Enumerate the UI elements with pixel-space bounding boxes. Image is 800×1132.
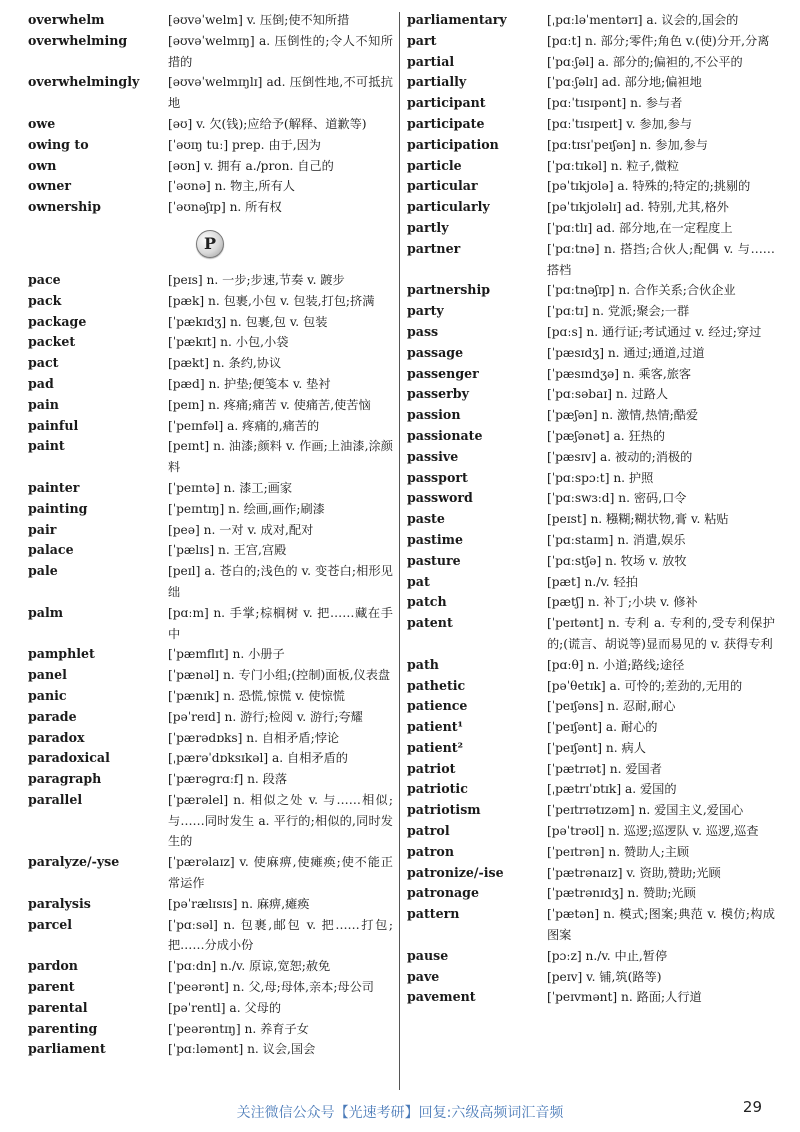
headword: patriot	[407, 760, 456, 776]
headword: packet	[28, 334, 76, 350]
headword: patience	[407, 698, 468, 714]
entry-definition: [ˈpɑːʃəlɪ] ad. 部分地;偏袒地	[547, 75, 702, 90]
dictionary-entry	[407, 987, 775, 1008]
dictionary-entry	[407, 176, 775, 197]
entry-definition: [ˈpænɪk] n. 恐慌,惊慌 v. 使惊慌	[168, 688, 345, 703]
dictionary-entry	[28, 291, 393, 312]
entry-definition: [pəˈtɪkjʊlə] a. 特殊的;特定的;挑剔的	[547, 179, 751, 194]
entry-definition: [pɔːz] n./v. 中止,暂停	[547, 948, 668, 963]
entry-definition: [ˈəʊɪŋ tuː] prep. 由于,因为	[168, 137, 321, 152]
headword: pardon	[28, 958, 78, 974]
dictionary-entry	[28, 156, 393, 177]
dictionary-entry	[28, 270, 393, 291]
headword: partially	[407, 74, 467, 90]
headword: patronize/-ise	[407, 864, 504, 880]
dictionary-entry	[28, 1039, 393, 1060]
dictionary-entry	[28, 31, 393, 73]
entry-definition: [peɪs] n. 一步;步速,节奏 v. 踱步	[168, 272, 345, 287]
headword: paragraph	[28, 771, 102, 787]
entry-definition: [ˌpætrɪˈɒtɪk] a. 爱国的	[547, 782, 677, 797]
headword: patron	[407, 843, 454, 859]
dictionary-entry	[28, 540, 393, 561]
entry-definition: [ˈpɑːtlɪ] ad. 部分地,在一定程度上	[547, 220, 733, 235]
headword: own	[28, 157, 57, 173]
dictionary-entry	[28, 728, 393, 749]
entry-definition: [ˌpærəˈdɒksɪkəl] a. 自相矛盾的	[168, 751, 348, 766]
headword: pause	[407, 947, 449, 963]
dictionary-entry	[28, 790, 393, 852]
headword: owner	[28, 178, 72, 194]
dictionary-entry	[407, 197, 775, 218]
entry-definition: [ˈpærəlaɪz] v. 使麻痹,使瘫痪;使不能正常运作	[168, 855, 393, 891]
entry-definition: [ˈpærədɒks] n. 自相矛盾;悖论	[168, 730, 340, 745]
headword: parallel	[28, 791, 83, 807]
dictionary-entry	[407, 405, 775, 426]
headword: participant	[407, 95, 486, 111]
dictionary-entry	[407, 967, 775, 988]
headword: patrol	[407, 823, 450, 839]
dictionary-entry	[407, 468, 775, 489]
dictionary-entry	[28, 956, 393, 977]
entry-definition: [ˈpɑːtnəʃɪp] n. 合作关系;合伙企业	[547, 283, 736, 298]
dictionary-entry	[407, 800, 775, 821]
headword: pace	[28, 271, 61, 287]
entry-definition: [ˈpætrənaɪz] v. 资助,赞助;光顾	[547, 865, 721, 880]
headword: paralyze/-yse	[28, 854, 120, 870]
headword: pat	[407, 573, 430, 589]
entry-definition: [pɑːs] n. 通行证;考试通过 v. 经过;穿过	[547, 324, 762, 339]
entry-definition: [ˈpeɪʃənt] a. 耐心的	[547, 720, 658, 735]
entry-definition: [pæt] n./v. 轻拍	[547, 574, 638, 589]
entry-definition: [ˈpɑːdn] n./v. 原谅,宽恕;赦免	[168, 959, 331, 974]
headword: passerby	[407, 386, 469, 402]
entry-definition: [ˈpæʃən] n. 激情,热情;酷爱	[547, 408, 699, 423]
dictionary-entry	[28, 176, 393, 197]
entry-definition: [ˈpækɪdʒ] n. 包裹,包 v. 包装	[168, 314, 328, 329]
entry-definition: [pəˈθetɪk] a. 可怜的;差劲的,无用的	[547, 678, 743, 693]
entry-definition: [əʊ] v. 欠(钱);应给予(解释、道歉等)	[168, 116, 367, 131]
dictionary-entry	[28, 520, 393, 541]
entry-definition: [ˈpeɪnfəl] a. 疼痛的,痛苦的	[168, 418, 320, 433]
headword: paste	[407, 511, 445, 527]
headword: palace	[28, 542, 74, 558]
dictionary-entry	[407, 551, 775, 572]
headword: patriotism	[407, 802, 481, 818]
headword: pass	[407, 323, 439, 339]
entry-definition: [pɑːm] n. 手掌;棕榈树 v. 把……藏在手中	[168, 605, 393, 641]
headword: particular	[407, 178, 478, 194]
headword: pamphlet	[28, 646, 95, 662]
dictionary-entry	[407, 509, 775, 530]
dictionary-entry	[407, 301, 775, 322]
page-number: 29	[742, 1098, 762, 1116]
dictionary-entry	[28, 894, 393, 915]
dictionary-entry	[407, 883, 775, 904]
headword: password	[407, 490, 473, 506]
entry-definition: [pætʃ] n. 补丁;小块 v. 修补	[547, 595, 698, 610]
entry-definition: [ˈpætrɪət] n. 爱国者	[547, 761, 662, 776]
headword: owing to	[28, 136, 89, 152]
entry-definition: [peɪl] a. 苍白的;浅色的 v. 变苍白;相形见绌	[168, 564, 393, 599]
entry-definition: [ˈpɑːsəl] n. 包裹,邮包 v. 把……打包;把……分成小份	[168, 917, 393, 953]
headword: owe	[28, 115, 56, 131]
dictionary-entry	[28, 332, 393, 353]
section-letter-badge: P	[196, 230, 224, 258]
dictionary-entry	[28, 395, 393, 416]
headword: pavement	[407, 989, 476, 1005]
entry-definition: [ˈpeɪʃəns] n. 忍耐,耐心	[547, 699, 676, 714]
headword: parenting	[28, 1020, 98, 1036]
headword: painting	[28, 500, 88, 516]
dictionary-entry	[407, 696, 775, 717]
entry-definition: [pækt] n. 条约,协议	[168, 356, 282, 371]
headword: parental	[28, 999, 88, 1015]
dictionary-entry	[407, 717, 775, 738]
dictionary-entry	[28, 197, 393, 218]
headword: patient¹	[407, 719, 464, 735]
dictionary-entry	[407, 821, 775, 842]
dictionary-entry	[407, 447, 775, 468]
headword: partner	[407, 240, 461, 256]
dictionary-entry	[407, 343, 775, 364]
entry-definition: [peɪst] n. 糨糊;糊状物,膏 v. 粘贴	[547, 512, 729, 527]
dictionary-entry	[28, 416, 393, 437]
entry-definition: [ˈpeɪntə] n. 漆工;画家	[168, 480, 293, 495]
headword: pave	[407, 968, 440, 984]
headword: parent	[28, 979, 75, 995]
dictionary-entry	[28, 135, 393, 156]
entry-definition: [ˈpætən] n. 模式;图案;典范 v. 模仿;构成图案	[547, 907, 775, 943]
dictionary-entry	[28, 665, 393, 686]
dictionary-entry	[407, 676, 775, 697]
entry-definition: [ˈpeərənt] n. 父,母;母体,亲本;母公司	[168, 980, 374, 995]
dictionary-entry	[28, 748, 393, 769]
headword: paralysis	[28, 895, 91, 911]
dictionary-entry	[28, 499, 393, 520]
entry-definition: [pɑːθ] n. 小道;路线;途径	[547, 657, 685, 672]
dictionary-entry	[407, 488, 775, 509]
headword: paradox	[28, 729, 85, 745]
headword: pale	[28, 563, 58, 579]
headword: parliamentary	[407, 12, 507, 27]
dictionary-entry	[28, 312, 393, 333]
headword: overwhelmingly	[28, 74, 140, 90]
headword: party	[407, 303, 444, 319]
dictionary-entry	[407, 842, 775, 863]
headword: panel	[28, 667, 67, 683]
entry-definition: [ˈəʊnəʃɪp] n. 所有权	[168, 200, 282, 215]
dictionary-entry	[28, 644, 393, 665]
entry-definition: [ˈpeɪvmənt] n. 路面;人行道	[547, 990, 702, 1005]
headword: passport	[407, 469, 468, 485]
headword: patronage	[407, 885, 479, 901]
headword: passenger	[407, 365, 479, 381]
entry-definition: [ˈpænəl] n. 专门小组;(控制)面板,仪表盘	[168, 668, 391, 683]
dictionary-entry	[28, 374, 393, 395]
entry-definition: [ˈpækɪt] n. 小包,小袋	[168, 335, 289, 350]
dictionary-entry	[407, 863, 775, 884]
headword: overwhelming	[28, 32, 128, 48]
entry-definition: [ˈpæsɪdʒ] n. 通过;通道,过道	[547, 345, 705, 360]
entry-definition: [ˈpæmflɪt] n. 小册子	[168, 647, 285, 662]
headword: painful	[28, 417, 79, 433]
headword: pad	[28, 375, 54, 391]
headword: particle	[407, 157, 462, 173]
dictionary-entry	[28, 114, 393, 135]
footer-note: 关注微信公众号【光速考研】回复:六级高频词汇音频	[236, 1105, 564, 1121]
dictionary-entry	[407, 280, 775, 301]
dictionary-entry	[407, 426, 775, 447]
dictionary-entry	[407, 114, 775, 135]
entry-definition: [pɑːˈtɪsɪpənt] n. 参与者	[547, 96, 683, 111]
headword: partly	[407, 219, 449, 235]
letter-section	[28, 218, 393, 270]
headword: parcel	[28, 916, 73, 932]
entry-definition: [ˈpæʃənət] a. 狂热的	[547, 428, 666, 443]
dictionary-entry	[407, 572, 775, 593]
entry-definition: [ˈpæsɪndʒə] n. 乘客,旅客	[547, 366, 692, 381]
headword: pain	[28, 396, 59, 412]
dictionary-entry	[28, 436, 393, 478]
entry-definition: [ˈpeɪtrɪətɪzəm] n. 爱国主义,爱国心	[547, 803, 744, 818]
dictionary-entry	[407, 135, 775, 156]
dictionary-entry	[28, 769, 393, 790]
entry-definition: [ˈpɑːspɔːt] n. 护照	[547, 470, 654, 485]
headword: pack	[28, 292, 62, 308]
dictionary-entry	[28, 603, 393, 645]
headword: passage	[407, 344, 464, 360]
headword: patent	[407, 615, 453, 631]
headword: pair	[28, 521, 57, 537]
entry-definition: [ˈpætrənɪdʒ] n. 赞助;光顾	[547, 886, 696, 901]
entry-definition: [pɑːtɪsɪˈpeɪʃən] n. 参加,参与	[547, 137, 708, 152]
entry-definition: [əʊvəˈwelm] v. 压倒;使不知所措	[168, 13, 350, 27]
dictionary-entry	[28, 852, 393, 894]
dictionary-entry	[28, 998, 393, 1019]
dictionary-entry	[407, 72, 775, 93]
entry-definition: [ˈpɑːtɪkəl] n. 粒子,微粒	[547, 158, 679, 173]
dictionary-entry	[407, 759, 775, 780]
headword: overwhelm	[28, 12, 105, 27]
headword: passionate	[407, 427, 483, 443]
column-divider	[399, 12, 400, 1090]
headword: palm	[28, 604, 64, 620]
entry-definition: [əʊvəˈwelmɪŋ] a. 压倒性的;令人不知所措的	[168, 33, 393, 69]
dictionary-entry	[407, 904, 775, 946]
headword: package	[28, 313, 87, 329]
dictionary-entry	[407, 31, 775, 52]
headword: passive	[407, 448, 459, 464]
entry-definition: [ˈpɑːstaɪm] n. 消遣,娱乐	[547, 532, 686, 547]
dictionary-entry	[407, 655, 775, 676]
headword: paint	[28, 438, 65, 454]
headword: pathetic	[407, 677, 466, 693]
entry-definition: [ˈpɑːswɜːd] n. 密码,口令	[547, 491, 687, 506]
entry-definition: [əʊn] v. 拥有 a./pron. 自己的	[168, 158, 334, 173]
dictionary-entry	[407, 218, 775, 239]
headword: parade	[28, 708, 77, 724]
dictionary-entry	[28, 561, 393, 603]
headword: path	[407, 656, 439, 672]
entry-definition: [pəˈtɪkjʊləlɪ] ad. 特别,尤其,格外	[547, 200, 729, 215]
entry-definition: [ˈpɑːləmənt] n. 议会,国会	[168, 1042, 316, 1057]
dictionary-entry	[28, 72, 393, 114]
headword: ownership	[28, 199, 101, 215]
headword: participate	[407, 115, 485, 131]
headword: pastime	[407, 531, 463, 547]
entry-definition: [ˈpeɪtrən] n. 赞助人;主顾	[547, 844, 690, 859]
entry-definition: [ˈpɑːstʃə] n. 牧场 v. 放牧	[547, 553, 687, 568]
dictionary-entry	[28, 1019, 393, 1040]
right-column	[407, 10, 775, 1008]
dictionary-entry	[407, 156, 775, 177]
entry-definition: [ˈpɑːtnə] n. 搭挡;合伙人;配偶 v. 与……搭档	[547, 241, 775, 277]
dictionary-entry	[28, 977, 393, 998]
dictionary-entry	[407, 592, 775, 613]
headword: painter	[28, 479, 80, 495]
entry-definition: [ˈpeɪntɪŋ] n. 绘画,画作;刷漆	[168, 501, 325, 516]
left-column	[28, 10, 393, 1060]
headword: patient²	[407, 739, 464, 755]
dictionary-entry	[407, 364, 775, 385]
dictionary-entry	[407, 530, 775, 551]
headword: participation	[407, 136, 499, 152]
entry-definition: [peə] n. 一对 v. 成对,配对	[168, 522, 314, 537]
headword: particularly	[407, 199, 490, 215]
entry-definition: [pəˈrentl] a. 父母的	[168, 1000, 282, 1015]
entry-definition: [ˈpælɪs] n. 王宫,宫殿	[168, 543, 287, 558]
headword: patriotic	[407, 781, 468, 797]
dictionary-entry	[407, 779, 775, 800]
entry-definition: [pæd] n. 护垫;便笺本 v. 垫衬	[168, 376, 331, 391]
dictionary-entry	[407, 946, 775, 967]
dictionary-entry	[407, 10, 775, 31]
headword: parliament	[28, 1041, 106, 1057]
entry-definition: [pɑːˈtɪsɪpeɪt] v. 参加,参与	[547, 116, 693, 131]
headword: partial	[407, 53, 455, 69]
dictionary-entry	[407, 239, 775, 281]
entry-definition: [peɪn] n. 疼痛;痛苦 v. 使痛苦,使苦恼	[168, 397, 371, 412]
headword: passion	[407, 407, 461, 423]
entry-definition: [ˈpeɪʃənt] n. 病人	[547, 740, 646, 755]
dictionary-entry	[28, 478, 393, 499]
entry-definition: [ˈpɑːtɪ] n. 党派;聚会;一群	[547, 304, 690, 319]
dictionary-entry	[28, 686, 393, 707]
headword: patch	[407, 594, 447, 610]
entry-definition: [ˈpeɪtənt] n. 专利 a. 专利的,受专利保护的;(谎言、胡说等)显而易见的 v. 获得专利	[547, 616, 775, 651]
dictionary-entry	[407, 738, 775, 759]
headword: partnership	[407, 282, 491, 298]
dictionary-entry	[407, 384, 775, 405]
entry-definition: [pəˈtrəʊl] n. 巡逻;巡逻队 v. 巡逻,巡查	[547, 824, 759, 839]
dictionary-entry	[407, 52, 775, 73]
dictionary-entry	[28, 707, 393, 728]
headword: pact	[28, 355, 59, 371]
entry-definition: [əʊvəˈwelmɪŋlɪ] ad. 压倒性地,不可抵抗地	[168, 75, 393, 111]
entry-definition: [ˈpærəgrɑːf] n. 段落	[168, 772, 288, 787]
headword: pattern	[407, 906, 460, 922]
entry-definition: [pæk] n. 包裹,小包 v. 包装,打包;挤满	[168, 293, 375, 308]
entry-definition: [pɑːt] n. 部分;零件;角色 v.(使)分开,分离	[547, 33, 770, 48]
dictionary-entry	[407, 613, 775, 655]
entry-definition: [peɪv] v. 铺,筑(路等)	[547, 969, 662, 984]
dictionary-entry	[407, 93, 775, 114]
entry-definition: [ˈəʊnə] n. 物主,所有人	[168, 179, 295, 194]
entry-definition: [ˈpɑːʃəl] a. 部分的;偏袒的,不公平的	[547, 54, 743, 69]
entry-definition: [ˌpɑːləˈmentərɪ] a. 议会的,国会的	[547, 13, 739, 27]
entry-definition: [pəˈrælɪsɪs] n. 麻痹,瘫痪	[168, 896, 310, 911]
dictionary-entry	[28, 353, 393, 374]
dictionary-entry	[28, 10, 393, 31]
headword: pasture	[407, 552, 461, 568]
headword: paradoxical	[28, 750, 110, 766]
entry-definition: [peɪnt] n. 油漆;颜料 v. 作画;上油漆,涂颜料	[168, 439, 393, 475]
headword: part	[407, 32, 437, 48]
entry-definition: [pəˈreɪd] n. 游行;检阅 v. 游行;夸耀	[168, 709, 363, 724]
entry-definition: [ˈpæsɪv] a. 被动的;消极的	[547, 449, 693, 464]
dictionary-entry	[28, 915, 393, 957]
headword: panic	[28, 687, 67, 703]
dictionary-entry	[407, 322, 775, 343]
entry-definition: [ˈpeərəntɪŋ] n. 养育子女	[168, 1021, 309, 1036]
entry-definition: [ˈpɑːsəbaɪ] n. 过路人	[547, 387, 669, 402]
entry-definition: [ˈpærəlel] n. 相似之处 v. 与……相似;与……同时发生 a. 平行的;相似的,同时发生的	[168, 792, 393, 849]
